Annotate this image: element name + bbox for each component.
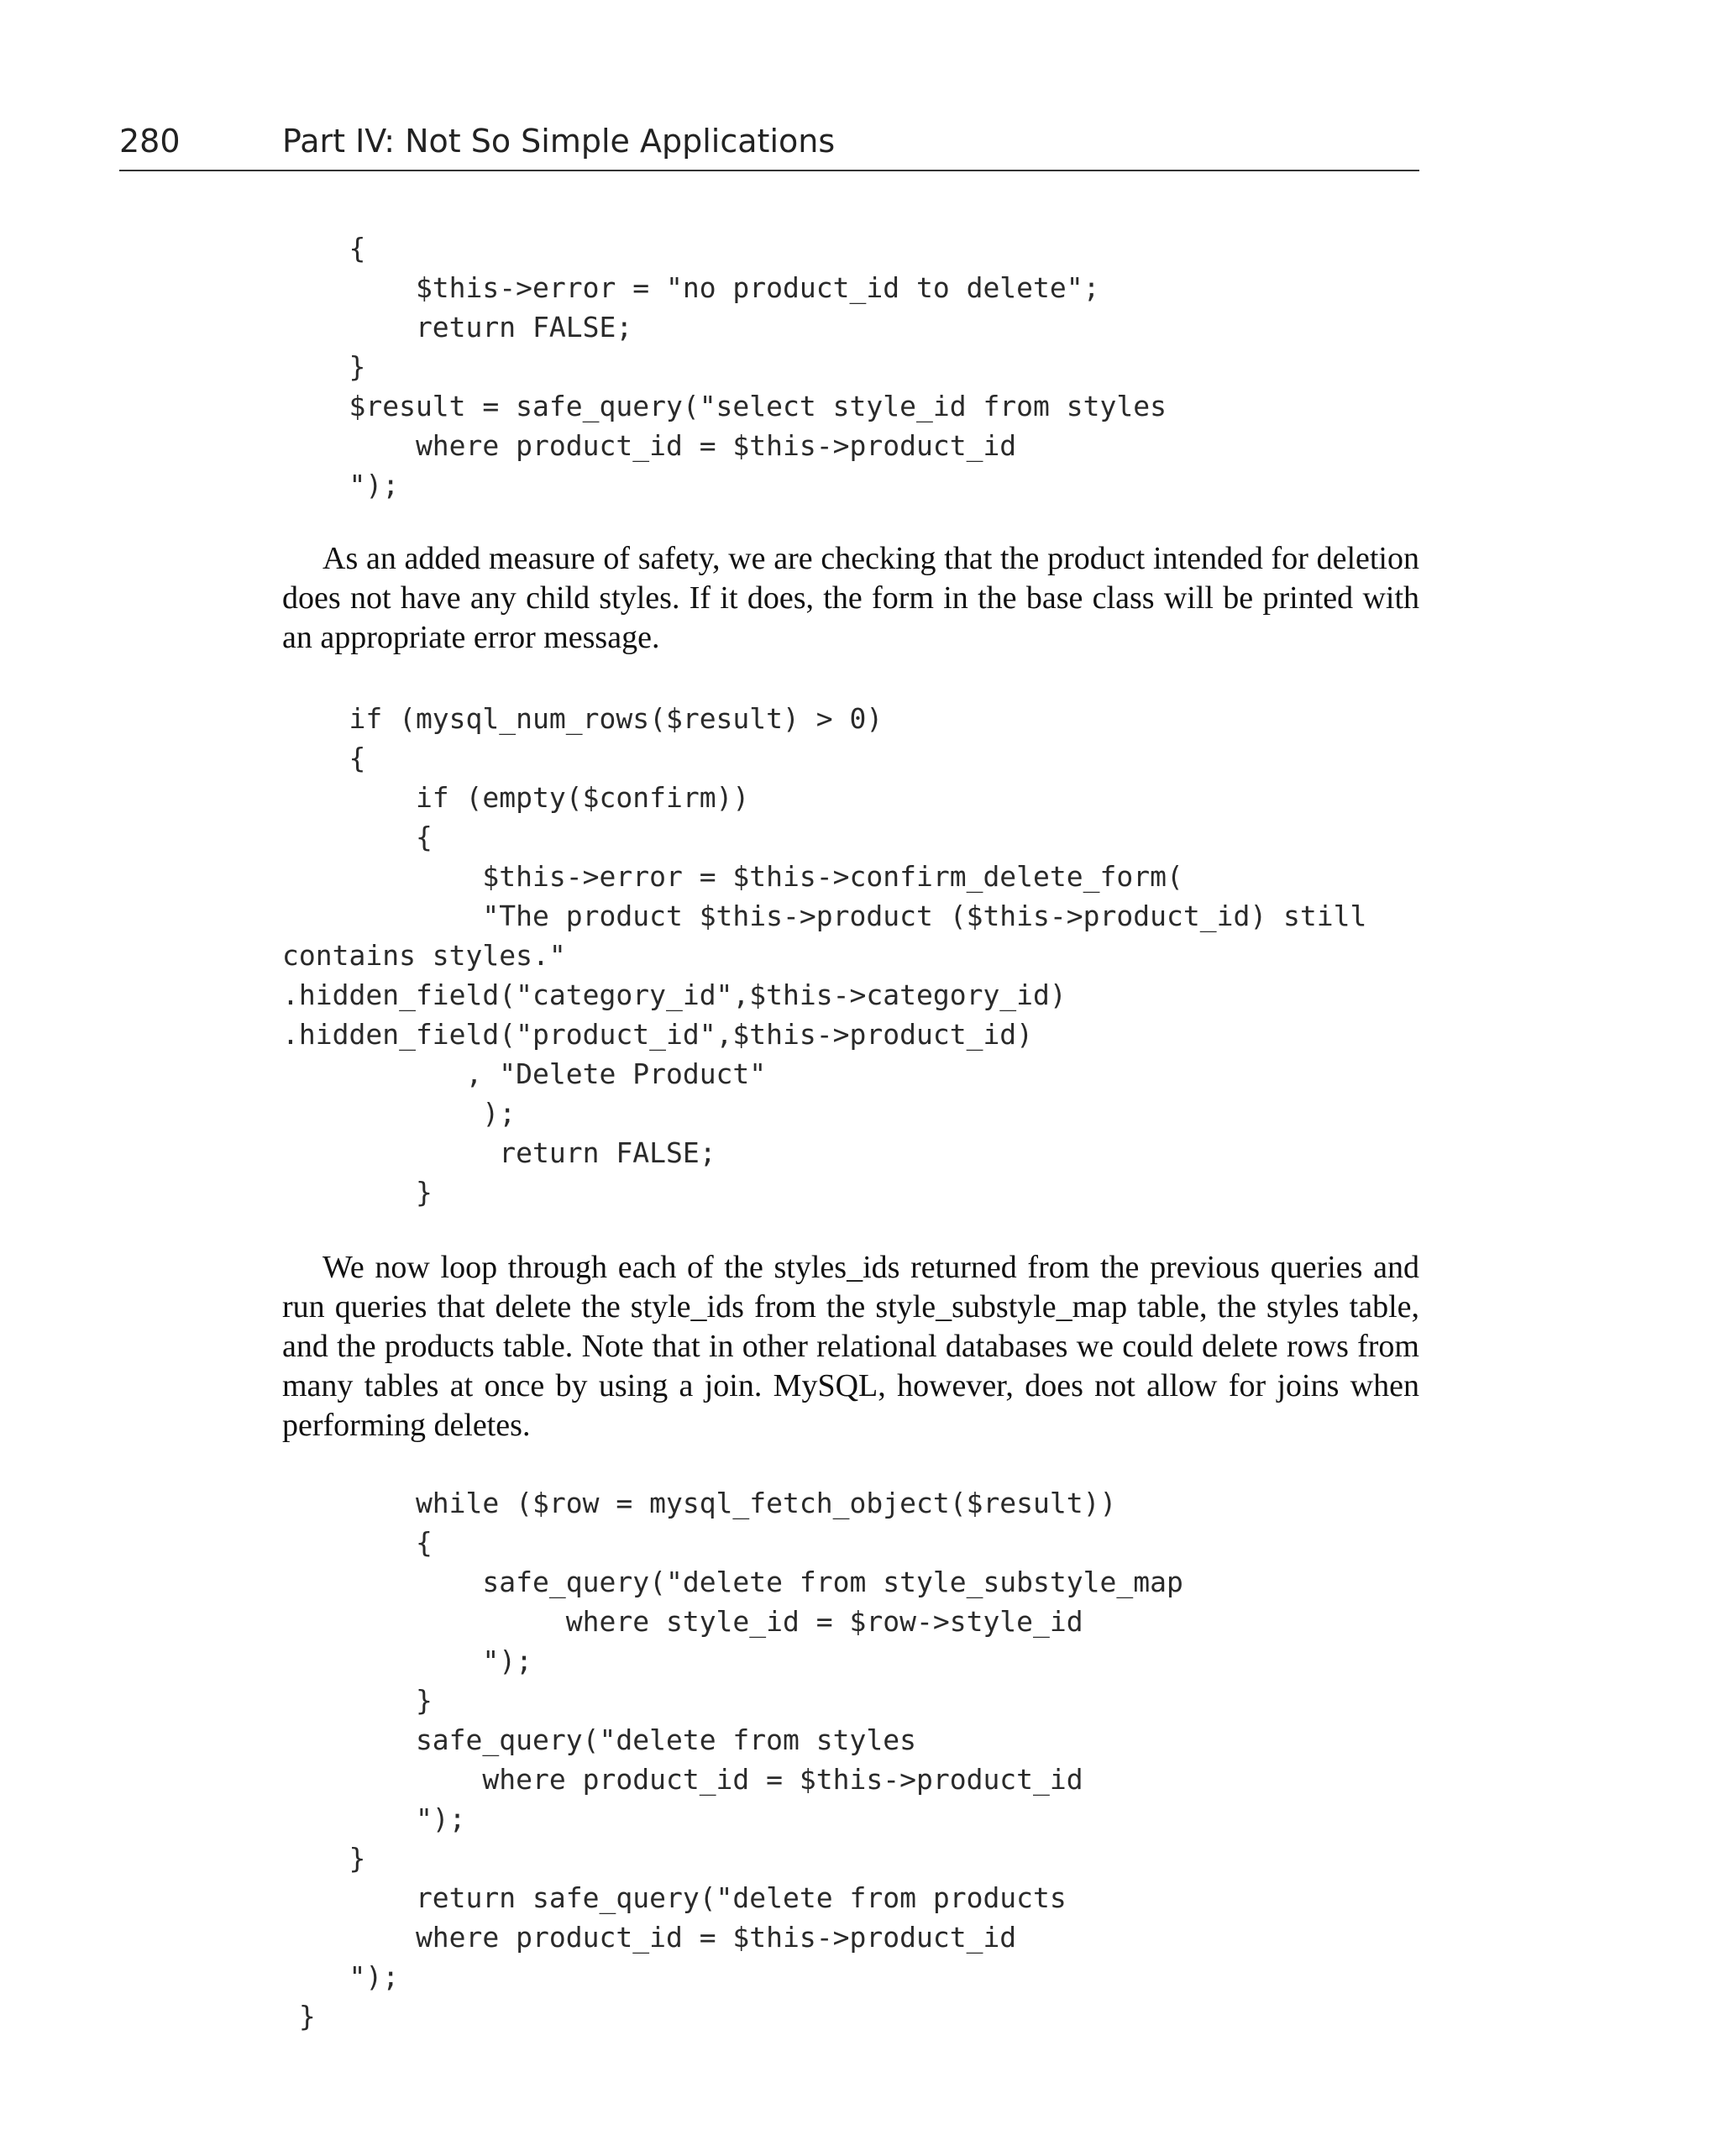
code-line: if (empty($confirm)) [282, 781, 750, 814]
code-line: , "Delete Product" [282, 1057, 767, 1090]
code-line: where style_id = $row->style_id [282, 1605, 1083, 1638]
code-line: { [282, 232, 366, 265]
page-header [119, 118, 1419, 171]
code-line: return FALSE; [282, 1136, 716, 1169]
code-line: where product_id = $this->product_id [282, 1763, 1083, 1796]
code-line: $result = safe_query("select style_id from styles [282, 390, 1167, 422]
code-line: "); [282, 1802, 466, 1835]
code-line: { [282, 742, 366, 774]
page-number: 280 [119, 123, 181, 160]
code-line: } [282, 1842, 366, 1875]
code-line: safe_query("delete from style_substyle_map [282, 1566, 1183, 1598]
code-line: if (mysql_num_rows($result) > 0) [282, 702, 884, 735]
code-line: { [282, 1526, 433, 1559]
code-line: $this->error = "no product_id to delete"; [282, 271, 1100, 304]
code-line: "); [282, 469, 400, 501]
code-line: while ($row = mysql_fetch_object($result)) [282, 1487, 1117, 1519]
code-line: "); [282, 1645, 533, 1677]
code-line: $this->error = $this->confirm_delete_form( [282, 860, 1183, 893]
code-line: contains styles." [282, 939, 566, 972]
code-block-delete-loop [282, 1483, 1183, 2036]
code-line: "The product $this->product ($this->product_id) still [282, 900, 1367, 932]
code-line: "); [282, 1960, 400, 1993]
code-line: where product_id = $this->product_id [282, 1921, 1017, 1954]
code-line: return FALSE; [282, 311, 633, 344]
code-block-delete-guard [282, 228, 1167, 505]
code-line: .hidden_field("category_id",$this->category_id) [282, 978, 1067, 1011]
running-title: Part IV: Not So Simple Applications [282, 123, 836, 160]
body-paragraph-safety: As an added measure of safety, we are checking that the product intended for deletion does not have any child styles. If it does, the form in the base class will be printed with an appropriate error message. [282, 541, 1419, 655]
code-line: .hidden_field("product_id",$this->product_id) [282, 1018, 1034, 1051]
code-line: { [282, 821, 433, 853]
code-line: } [282, 350, 366, 383]
code-line: return safe_query("delete from products [282, 1881, 1067, 1914]
code-block-confirm-check [282, 699, 1366, 1212]
code-line: safe_query("delete from styles [282, 1723, 916, 1756]
code-line: } [282, 1176, 433, 1209]
body-paragraph-loop: We now loop through each of the styles_ids returned from the previous queries and run queries that delete the style_ids from the style_substyle_map table, the styles table, and the products table. Note that in other relational databases we could delete rows from many tables at once by using a join. MySQL, however, does not allow for joins when performing deletes. [282, 1250, 1419, 1443]
code-line: } [282, 2000, 316, 2033]
code-line: } [282, 1684, 433, 1717]
code-line: ); [282, 1097, 517, 1130]
code-line: where product_id = $this->product_id [282, 429, 1017, 462]
